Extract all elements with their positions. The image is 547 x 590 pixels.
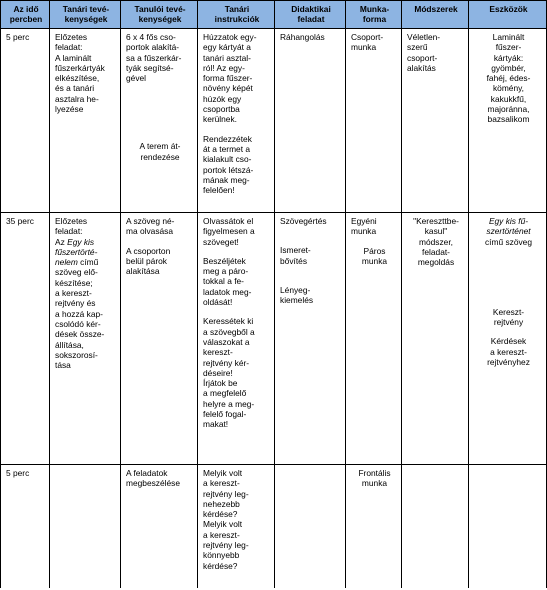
cell-didactic: Ráhangolás [275, 29, 346, 213]
cell-tools: Laminált fűszer- kártyák: gyömbér, fahéj, édes- kömény, kakukkfű, majoránna, bazsalikom [469, 29, 547, 213]
header-row [1, 1, 547, 29]
cell-instructions: Húzzatok egy- egy kártyát a tanári asztal- ról! Az egy- forma fűszer- növény képét húzók egy csoportba kerülnek. Rendezzétek át a termet a kialakult cso- portok létszá- mának meg- felelően! [198, 29, 275, 213]
header-tools: Eszközök [469, 1, 547, 29]
cell-teacher [50, 465, 121, 589]
cell-instructions: Olvassátok el figyelmesen a szöveget! Beszéljétek meg a páro- tokkal a fe- ladatok meg- oldását! Keressétek ki a szövegből a válaszokat a kereszt- rejtvény kér- déseire! Írjátok be a megfelelő helyre a meg- felelő fogal- makat! [198, 213, 275, 465]
cell-method: "Kereszttbe- kasul" módszer, feladat- megoldás [402, 213, 469, 465]
cell-tools [469, 465, 547, 589]
cell-workform: Frontális munka [346, 465, 402, 589]
cell-method: Véletlen- szerű csoport- alakítás [402, 29, 469, 213]
cell-tools: Egy kis fű- szertörténet című szöveg Kereszt- rejtvény Kérdések a kereszt- rejtvényhez [469, 213, 547, 465]
header-methods: Módszerek [402, 1, 469, 29]
cell-instructions: Melyik volt a kereszt- rejtvény leg- nehezebb kérdése? Melyik volt a kereszt- rejtvény leg- könnyebb kérdése? [198, 465, 275, 589]
cell-method [402, 465, 469, 589]
cell-student: 6 x 4 fős cso- portok alakítá- sa a fűszerkár- tyák segítsé- gével A terem át- rendezése [121, 29, 198, 213]
header-student-activities: Tanulói tevé- kenységek [121, 1, 198, 29]
cell-time: 5 perc [1, 465, 50, 589]
table-row [1, 465, 547, 589]
table-row [1, 29, 547, 213]
table-row [1, 213, 547, 465]
cell-teacher: Előzetes feladat: A laminált fűszerkártyák elkészítése, és a tanári asztalra he- lyezése [50, 29, 121, 213]
cell-time: 5 perc [1, 29, 50, 213]
header-teacher-instructions: Tanári instrukciók [198, 1, 275, 29]
cell-didactic [275, 465, 346, 589]
cell-student: A szöveg né- ma olvasása A csoporton belül párok alakítása [121, 213, 198, 465]
cell-student: A feladatok megbeszélése [121, 465, 198, 589]
header-time: Az idő percben [1, 1, 50, 29]
cell-teacher: Előzetes feladat: Az Egy kis fűszertörté- nelem című szöveg elő- készítése; a kereszt- rejtvény és a hozzá kap- csolódó kér- dések össze- állítása, sokszorosí- tása [50, 213, 121, 465]
header-didactic-task: Didaktikai feladat [275, 1, 346, 29]
header-work-form: Munka- forma [346, 1, 402, 29]
cell-workform: Egyéni munka Páros munka [346, 213, 402, 465]
cell-workform: Csoport- munka [346, 29, 402, 213]
cell-didactic: Szövegértés Ismeret- bővítés Lényeg- kiemelés [275, 213, 346, 465]
cell-time: 35 perc [1, 213, 50, 465]
header-teacher-activities: Tanári tevé- kenységek [50, 1, 121, 29]
